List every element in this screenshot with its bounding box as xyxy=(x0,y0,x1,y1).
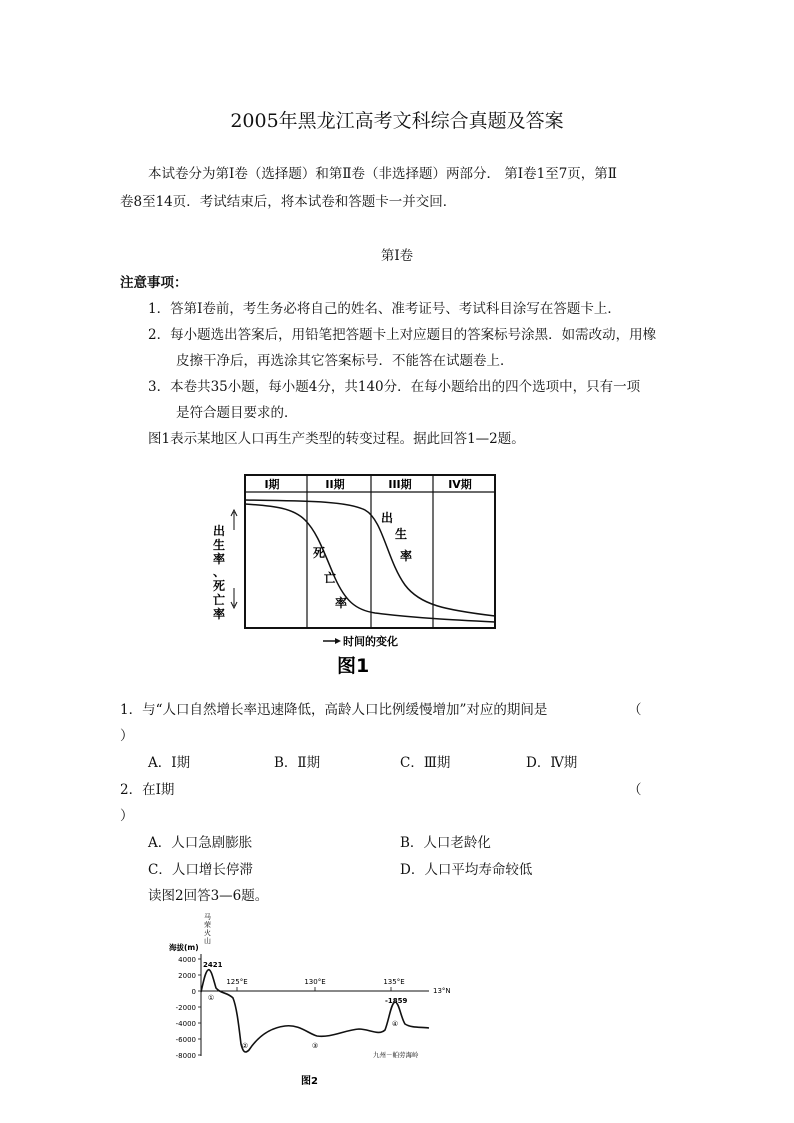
y-label-char-3: 率 xyxy=(213,552,226,566)
q1-option-d: D．Ⅳ期 xyxy=(526,755,578,771)
lon-label-125: 125°E xyxy=(226,978,248,986)
x-arrow-head xyxy=(335,638,341,644)
figure2-diagram xyxy=(165,910,465,1095)
figure1-intro: 图1表示某地区人口再生产类型的转变过程。据此回答1—2题。 xyxy=(148,431,525,447)
death-label-char-1: 死 xyxy=(313,546,326,560)
birth-label-char-2: 生 xyxy=(395,527,408,541)
y-tick-label-minus-6000: -6000 xyxy=(175,1036,196,1044)
birth-rate-curve xyxy=(245,500,495,616)
notes-heading: 注意事项： xyxy=(120,275,188,291)
period-label-1: I期 xyxy=(264,478,280,491)
figure1-frame xyxy=(245,475,495,628)
q1-stem: 1．与“人口自然增长率迅速降低，高龄人口比例缓慢增加”对应的期间是 xyxy=(120,702,548,718)
lon-label-130: 130°E xyxy=(304,978,326,986)
q1-paren-open: （ xyxy=(628,702,642,718)
y-label-char-4: 、 xyxy=(213,565,226,579)
y-label-char-2: 生 xyxy=(213,538,226,552)
q1-option-a: A．Ⅰ期 xyxy=(148,755,191,771)
figure1-x-label: 时间的变化 xyxy=(343,635,398,648)
q1-option-c: C．Ⅲ期 xyxy=(400,755,451,771)
y-tick-label-2000: 2000 xyxy=(178,972,196,980)
note-item-1: 1．答第Ⅰ卷前，考生务必将自己的姓名、准考证号、考试科目涂写在答题卡上． xyxy=(148,301,621,317)
figure2-y-label: 海拔(m) xyxy=(169,943,199,952)
figure2-intro: 读图2回答3—6题。 xyxy=(148,888,269,904)
y-tick-label-4000: 4000 xyxy=(178,956,196,964)
birth-label-char-3: 率 xyxy=(400,549,413,563)
q1-option-b: B．Ⅱ期 xyxy=(274,755,321,771)
q2-option-b: B．人口老龄化 xyxy=(400,835,491,851)
q2-option-d: D．人口平均寿命较低 xyxy=(400,862,533,878)
period-label-2: II期 xyxy=(325,478,345,491)
note-item-2-line-1: 2．每小题选出答案后，用铅笔把答题卡上对应题目的答案标号涂黑．如需改动，用橡 xyxy=(148,327,657,343)
period-label-4: IV期 xyxy=(448,478,472,491)
period-label-3: III期 xyxy=(388,478,412,491)
q2-stem: 2．在Ⅰ期 xyxy=(120,782,175,798)
volcano-label-char-3: 火 xyxy=(204,929,211,937)
section-title: 第Ⅰ卷 xyxy=(380,248,414,264)
figure1-diagram xyxy=(205,470,505,680)
y-label-char-5: 死 xyxy=(213,579,226,593)
q2-option-c: C．人口增长停滞 xyxy=(148,862,253,878)
y-tick-label-minus-8000: -8000 xyxy=(175,1052,196,1060)
peak-elevation-label: 2421 xyxy=(203,961,223,969)
q2-option-a: A．人口急剧膨胀 xyxy=(148,835,253,851)
marker-2: ② xyxy=(241,1042,249,1050)
y-tick-label-minus-2000: -2000 xyxy=(175,1004,196,1012)
volcano-label-char-4: 山 xyxy=(204,937,211,945)
intro-line-1: 本试卷分为第Ⅰ卷（选择题）和第Ⅱ卷（非选择题）两部分． 第Ⅰ卷1至7页，第Ⅱ xyxy=(148,166,617,182)
marker-4: ④ xyxy=(391,1020,399,1028)
note-item-2-line-2: 皮擦干净后，再选涂其它答案标号．不能答在试题卷上． xyxy=(176,353,514,369)
figure2-caption: 图2 xyxy=(301,1076,318,1087)
y-label-char-6: 亡 xyxy=(213,593,226,607)
q1-paren-close: ） xyxy=(120,728,134,744)
marker-3: ③ xyxy=(311,1042,319,1050)
y-tick-label-minus-4000: -4000 xyxy=(175,1020,196,1028)
ridge-depth-label: -1859 xyxy=(385,997,408,1005)
page-title: 2005年黑龙江高考文科综合真题及答案 xyxy=(230,110,564,132)
y-label-char-7: 率 xyxy=(213,607,226,621)
death-label-char-3: 率 xyxy=(335,596,348,610)
y-tick-label-0: 0 xyxy=(191,988,196,996)
q2-paren-open: （ xyxy=(628,782,642,798)
death-rate-curve xyxy=(245,504,495,622)
lon-label-135: 135°E xyxy=(383,978,405,986)
intro-line-2: 卷8至14页．考试结束后，将本试卷和答题卡一并交回． xyxy=(120,194,457,210)
note-item-3-line-2: 是符合题目要求的． xyxy=(176,405,298,421)
note-item-3-line-1: 3．本卷共35小题，每小题4分，共140分．在每小题给出的四个选项中，只有一项 xyxy=(148,379,641,395)
ridge-name-label: 九州－帕劳海岭 xyxy=(373,1051,419,1059)
figure1-caption: 图1 xyxy=(337,655,370,677)
y-label-char-1: 出 xyxy=(213,524,226,538)
volcano-label-char-2: 荣 xyxy=(204,921,211,929)
birth-label-char-1: 出 xyxy=(381,511,394,525)
q2-paren-close: ） xyxy=(120,808,134,824)
marker-1: ① xyxy=(207,994,215,1002)
volcano-label-char-1: 马 xyxy=(204,913,211,921)
lat-label: 13°N xyxy=(433,987,451,995)
death-label-char-2: 亡 xyxy=(324,571,337,585)
